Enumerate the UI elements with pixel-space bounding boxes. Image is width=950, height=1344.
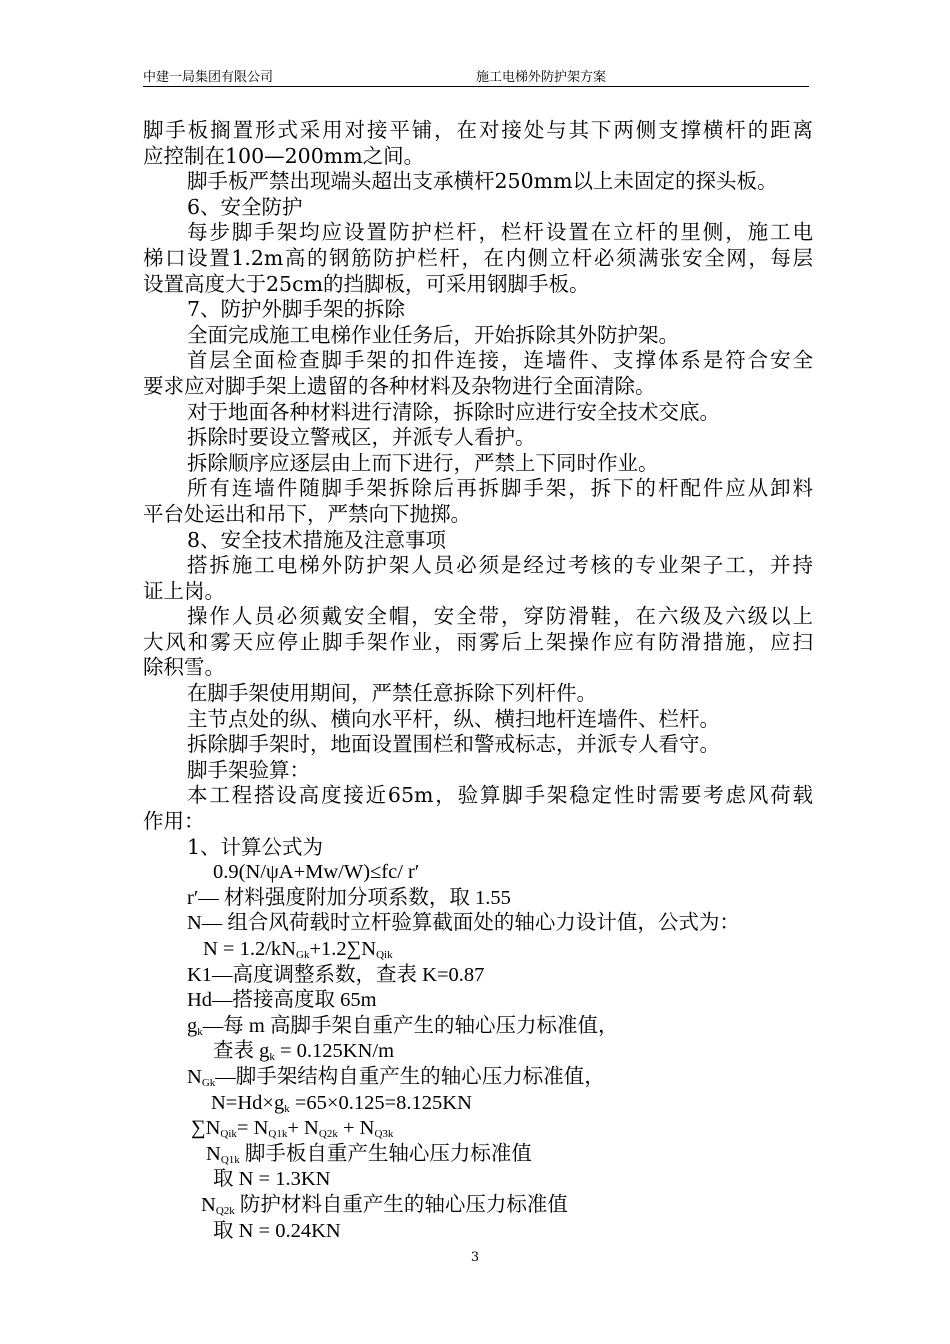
page-number: 3 [470, 1250, 480, 1265]
formula-line: $N_{Q2k}$ 防护材料自重产生的轴心压力标准值 [201, 1193, 568, 1217]
formula-line: 取 N = 0.24KN [213, 1219, 341, 1242]
formula-line: $\sum N_{Qik}= N_{Q1k}+ N_{Q2k} + N_{Q3k}$ [191, 1117, 394, 1141]
paragraph-line: 应控制在100—200mm之间。 [143, 143, 425, 168]
header-company: 中建一局集团有限公司 [143, 70, 274, 85]
section-heading: 8、安全技术措施及注意事项 [187, 527, 447, 552]
paragraph-line: 每步脚手架均应设置防护栏杆，栏杆设置在立杆的里侧，施工电 [187, 220, 813, 245]
paragraph-line: 操作人员必须戴安全帽，安全带，穿防滑鞋，在六级及六级以上 [187, 604, 813, 629]
paragraph-line: 证上岗。 [143, 578, 225, 603]
paragraph-line: 全面完成施工电梯作业任务后，开始拆除其外防护架。 [187, 322, 679, 347]
page-header [143, 66, 809, 87]
paragraph-line: 搭拆施工电梯外防护架人员必须是经过考核的专业架子工，并持 [187, 553, 813, 578]
paragraph-line: 首层全面检查脚手架的扣件连接，连墙件、支撑体系是符合安全 [187, 348, 813, 373]
paragraph-line: 本工程搭设高度接近65m，验算脚手架稳定性时需要考虑风荷载 [187, 783, 813, 808]
paragraph-line: 作用： [143, 809, 205, 834]
paragraph-line: 主节点处的纵、横向水平杆，纵、横扫地杆连墙件、栏杆。 [187, 706, 720, 731]
formula-line: $N = 1.2/kN_{Gk}+1.2\sum N_{Qik}$ [203, 938, 393, 961]
formula-line: 取 N = 1.3KN [213, 1168, 331, 1191]
formula-line: 查表 $g_k = 0.125KN/m$ [213, 1040, 395, 1064]
formula-line: 0.9(N/ψA+Mw/W)≤fc/ r′ [213, 861, 420, 884]
header-title: 施工电梯外防护架方案 [476, 70, 607, 85]
paragraph-line: 在脚手架使用期间，严禁任意拆除下列杆件。 [187, 681, 597, 706]
section-heading: 脚手架验算： [187, 757, 310, 782]
formula-line: $N_{Gk}—$脚手架结构自重产生的轴心压力标准值， [187, 1065, 605, 1089]
paragraph-line: 拆除顺序应逐层由上而下进行，严禁上下同时作业。 [187, 450, 659, 475]
formula-line: r′— 材料强度附加分项系数，取 1.55 [187, 886, 511, 909]
formula-line: $g_k—$每 m 高脚手架自重产生的轴心压力标准值， [187, 1014, 619, 1038]
paragraph-line: 除积雪。 [143, 655, 225, 680]
section-heading: 1、计算公式为 [187, 834, 324, 859]
paragraph-line: 平台处运出和吊下，严禁向下抛掷。 [143, 501, 471, 526]
formula-line: K1—高度调整系数，查表 K=0.87 [187, 963, 485, 986]
formula-line: $N=Hd\times g_k =65\times 0.125=8.125KN$ [211, 1091, 472, 1115]
paragraph-line: 要求应对脚手架上遗留的各种材料及杂物进行全面清除。 [143, 373, 656, 398]
paragraph-line: 所有连墙件随脚手架拆除后再拆脚手架，拆下的杆配件应从卸料 [187, 476, 813, 501]
document-body [143, 118, 813, 1244]
paragraph-line: 设置高度大于25cm的挡脚板，可采用钢脚手板。 [143, 271, 590, 296]
section-heading: 7、防护外脚手架的拆除 [187, 297, 406, 322]
formula-line: $N_{Q1k}$ 脚手板自重产生轴心压力标准值 [206, 1142, 532, 1166]
paragraph-line: 拆除时要设立警戒区，并派专人看护。 [187, 425, 536, 450]
paragraph-line: 大风和雾天应停止脚手架作业，雨雾后上架操作应有防滑措施，应扫 [143, 629, 813, 654]
paragraph-line: 脚手板严禁出现端头超出支承横杆250mm以上未固定的探头板。 [187, 169, 778, 194]
formula-line: Hd—搭接高度取 65m [187, 989, 377, 1012]
paragraph-line: 拆除脚手架时，地面设置围栏和警戒标志，并派专人看守。 [187, 732, 720, 757]
section-heading: 6、安全防护 [187, 194, 303, 219]
paragraph-line: 脚手板搁置形式采用对接平铺，在对接处与其下两侧支撑横杆的距离 [143, 118, 813, 142]
paragraph-line: 对于地面各种材料进行清除，拆除时应进行安全技术交底。 [187, 399, 720, 424]
formula-line: N— 组合风荷载时立杆验算截面处的轴心力设计值，公式为： [187, 912, 740, 935]
paragraph-line: 梯口设置1.2m高的钢筋防护栏杆，在内侧立杆必须满张安全网，每层 [143, 245, 813, 270]
